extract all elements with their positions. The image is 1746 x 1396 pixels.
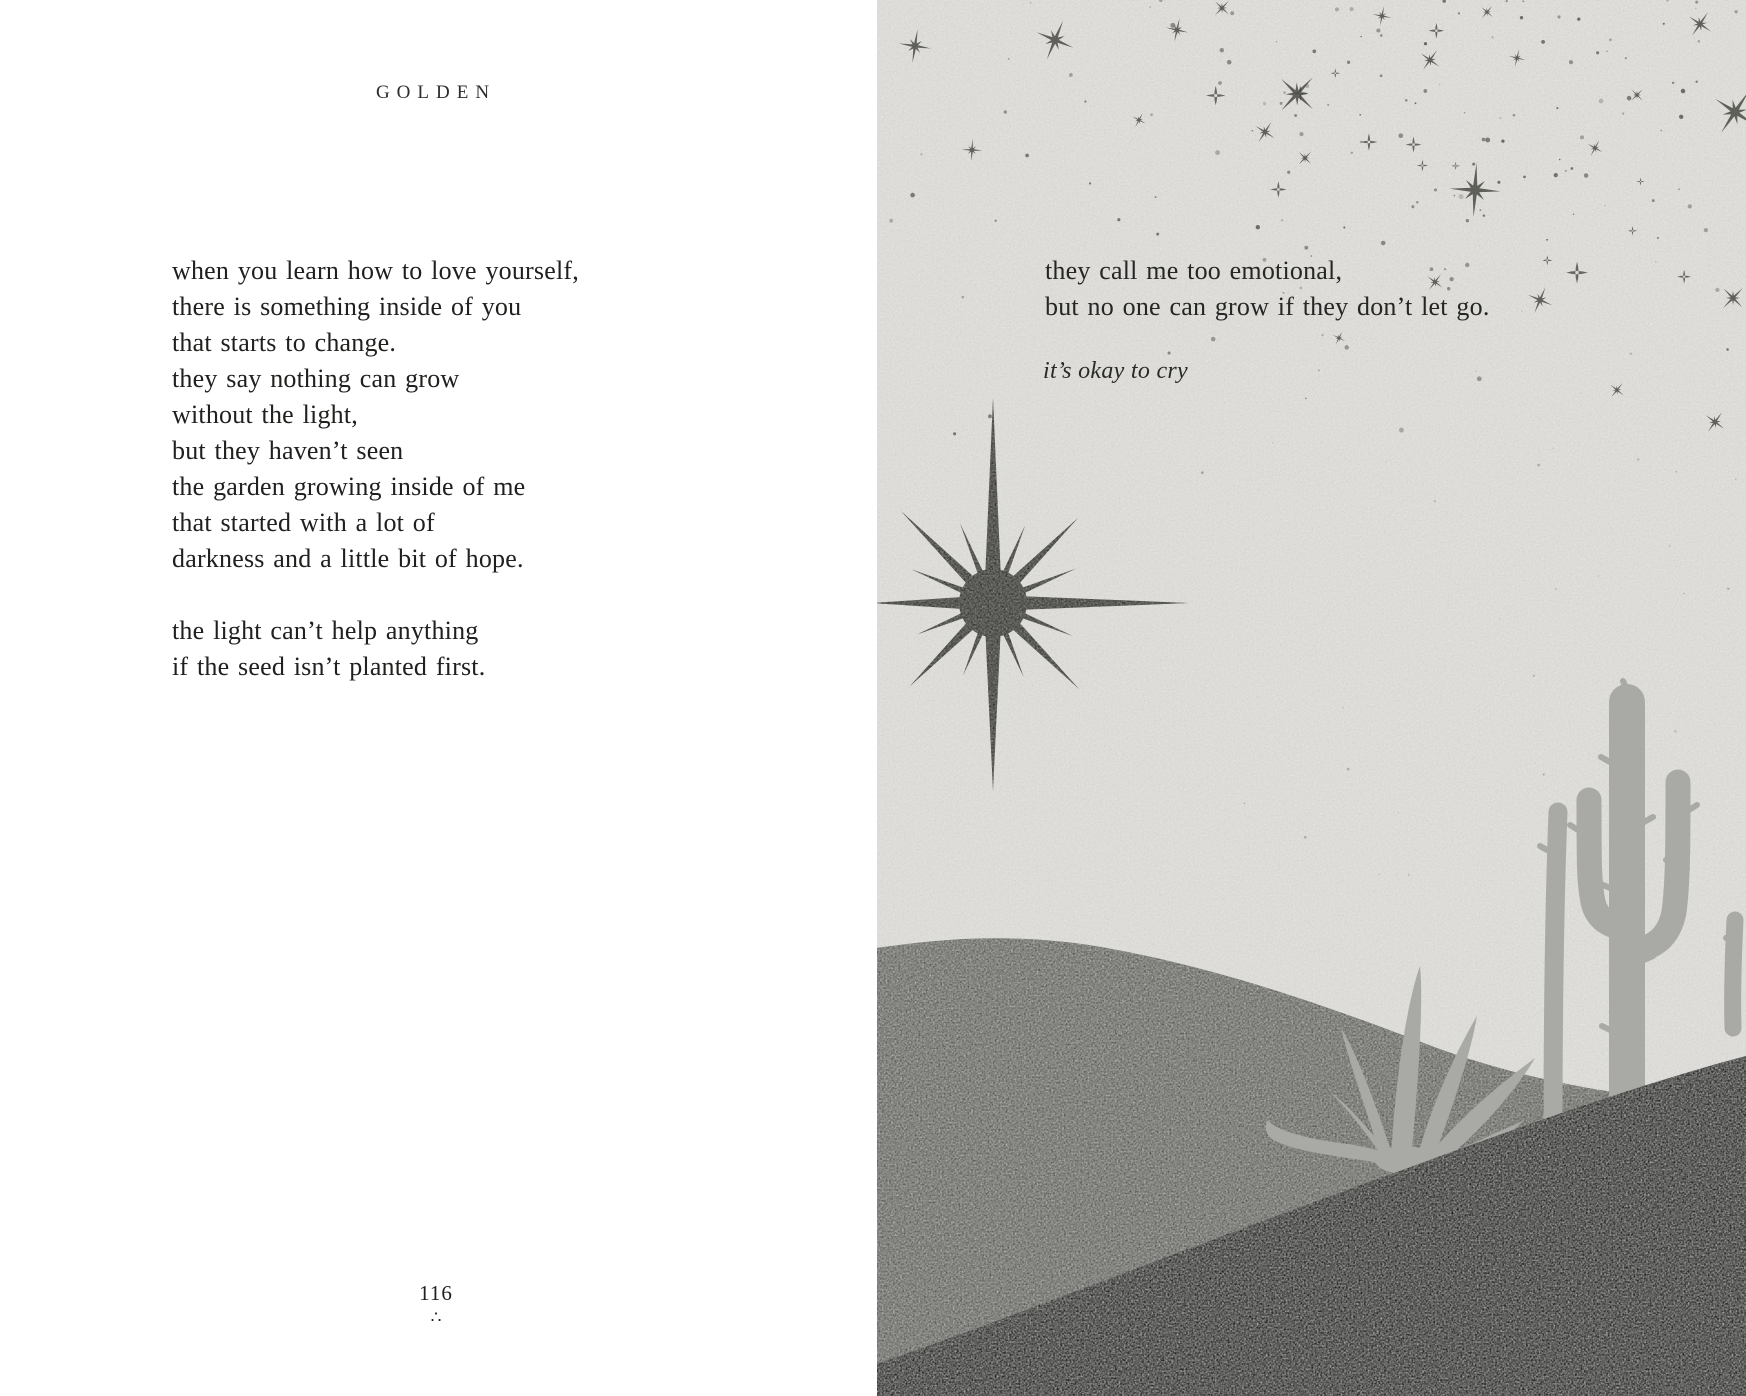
right-poem [1045,253,1490,325]
poem-stanza-1 [172,253,579,577]
poem-line: without the light, [172,400,358,429]
poem-body [172,253,579,685]
poem-line: they call me too emotional, [1045,256,1343,285]
desert-night-illustration [877,0,1746,1396]
right-page [877,0,1746,1396]
poem-line: that started with a lot of [172,508,435,537]
poem-line: but they haven’t seen [172,436,404,465]
therefore-ornament-icon: ∴ [430,1308,442,1327]
cactus-side-branch [1553,812,1558,1135]
pagination [0,1281,872,1328]
poem-line: if the seed isn’t planted first. [172,652,486,681]
poem-line: that starts to change. [172,328,397,357]
poem-line: the light can’t help anything [172,616,479,645]
running-header: GOLDEN [375,82,497,103]
poem-line: the garden growing inside of me [172,472,526,501]
poem-stanza-2 [172,613,579,685]
poem-line: darkness and a little bit of hope. [172,544,524,573]
poem-line: when you learn how to love yourself, [172,256,579,285]
poem-line: but no one can grow if they don’t let go. [1045,292,1490,321]
page-number: 116 [419,1281,453,1305]
poem-line: they say nothing can grow [172,364,460,393]
poem-line: there is something inside of you [172,292,522,321]
poem-caption: it’s okay to cry [1043,358,1188,384]
starburst-small-icon [1631,89,1642,100]
